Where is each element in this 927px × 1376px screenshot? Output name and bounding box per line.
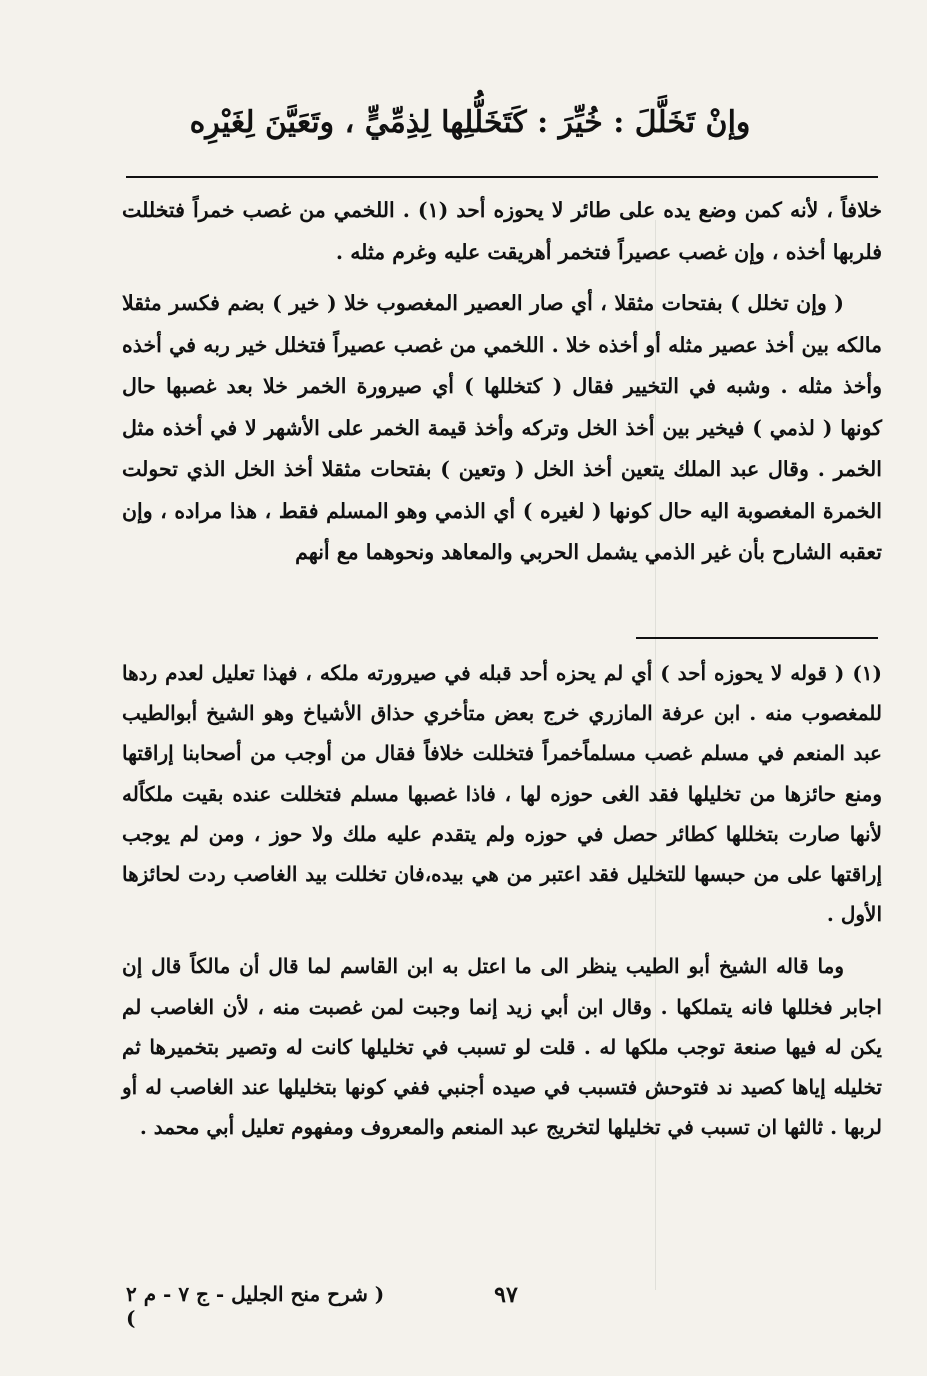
footnote-1: (١) ( قوله لا يحوزه أحد ) أي لم يحزه أحد قبله في صيرورته ملكه ، فهذا تعليل لعدم ردها للمغصوب منه . ابن عرفة المازري خرج بعض متأخري حذاق الأشياخ وهو الشيخ أبوالطيب عبد المنعم في مسلم غصب مسلماًخمراً فتخللت خلافاً فقال من أوجب من أصحابنا إراقتها ومنع حائزها من تخليلها فقد الغى حوزه لها ، فاذا غصبها مسلم فتخللت عنده بقيت ملكاًله لأنها صارت بتخللها كطائر حصل في حوزه ولم يتقدم عليه ملك ولا حوز ، ومن لم يوجب إراقتها على من حبسها للتخليل فقد اعتبر من هي بيده،فان تخللت بيد الغاصب ردت لحائزها الأول . — [122, 661, 883, 927]
commentary-paragraph-1: خلافاً ، لأنه كمن وضع يده على طائر لا يحوزه أحد (١) . اللخمي من غصب خمراً فتخللت فلربها أخذه ، وإن غصب عصيراً فتخمر أهريقت عليه وغرم مثله . — [122, 198, 882, 264]
commentary-paragraph-2: ( وإن تخلل ) بفتحات مثقلا ، أي صار العصير المغصوب خلا ( خير ) بضم فكسر مثقلا مالكه بين أخذ عصير مثله أو أخذه خلا . اللخمي من غصب عصيراً فتخلل خير ربه في أخذه وأخذ مثله . وشبه في التخيير فقال ( كتخللها ) أي صيرورة الخمر خلا بعد غصبها حال كونها ( لذمي ) فيخير بين أخذ الخل وتركه وأخذ قيمة الخمر على الأشهر لا في أخذه مثل الخمر . وقال عبد الملك يتعين أخذ الخل ( وتعين ) بفتحات مثقلا أخذ الخل الذي تحولت الخمرة المغصوبة اليه حال كونها ( لغيره ) أي الذمي وهو المسلم فقط ، هذا مراده ، وإن تعقبه الشارح بأن غير الذمي يشمل الحربي والمعاهد ونحوهما مع أنهم — [122, 291, 882, 564]
page-number: ٩٧ — [494, 1282, 518, 1308]
footnote-continuation: وما قاله الشيخ أبو الطيب ينظر الى ما اعتل به ابن القاسم لما قال أن مالكاً قال إن اجابر فخللها فانه يتملكها . وقال ابن أبي زيد إنما وجبت لمن غصبت منه ، لأن الغاصب لم يكن له فيها صنعة توجب ملكها له . قلت لو تسبب في تخليلها كانت له وتصير بتخميرها ثم تخليله إياها كصيد ند فتوحش فتسبب في صيده أجنبي ففي كونها بتخليلها عند الغاصب له أو لربها . ثالثها ان تسبب في تخليلها لتخريج عبد المنعم والمعروف ومفهوم تعليل أبي محمد . — [122, 954, 882, 1140]
source-reference: ( شرح منح الجليل - ج ٧ - م ٢ ) — [126, 1282, 385, 1330]
matn-heading: وإنْ تَخَلَّلَ : خُيِّرَ : كَتَخَلُّلِها لِذِمِّيٍّ ، وتَعَيَّنَ لِغَيْرِه — [189, 105, 751, 140]
top-divider — [126, 176, 878, 178]
footnote-divider — [636, 637, 878, 639]
page-footer — [126, 1282, 878, 1330]
footnotes-block — [122, 653, 882, 1147]
commentary-block — [122, 190, 882, 574]
